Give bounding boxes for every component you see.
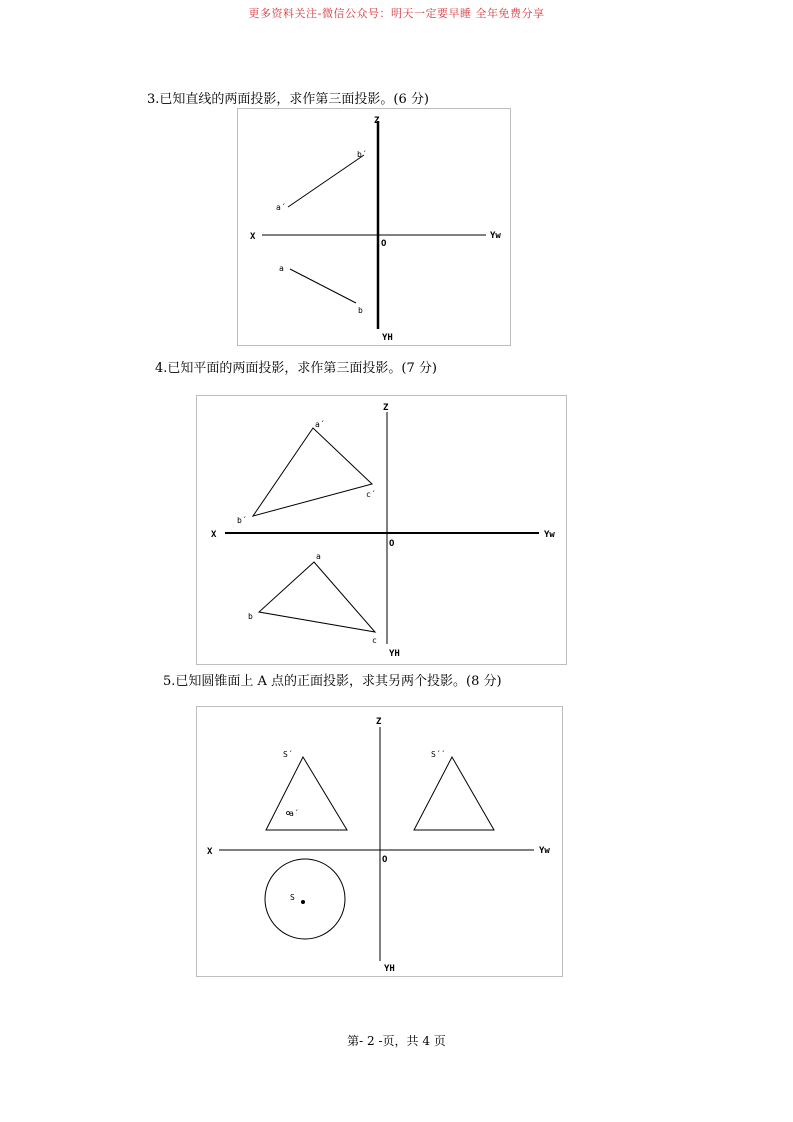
line-projection-drawing <box>238 109 510 345</box>
axis-label-yw: Yw <box>539 846 550 856</box>
axis-label-x: X <box>250 232 256 242</box>
point-label-b-top: b <box>358 306 363 315</box>
axis-label-z: Z <box>383 403 389 413</box>
point-label-c-top: c <box>372 636 377 645</box>
point-label-a-top: a <box>279 264 284 273</box>
cone-projection-drawing <box>197 707 562 976</box>
origin-label: O <box>382 855 388 865</box>
point-label-s-front: S´ <box>283 750 293 759</box>
line-front-projection <box>288 155 364 207</box>
axis-label-yw: Yw <box>544 530 555 540</box>
figure-line-projection <box>237 108 511 346</box>
point-label-a-front: a´ <box>289 809 299 818</box>
figure-cone-projection <box>196 706 563 977</box>
point-label-a-front: a´ <box>276 203 286 212</box>
axis-label-yh: YH <box>389 649 400 659</box>
triangle-top-projection <box>259 562 375 632</box>
cone-top-projection <box>265 859 345 939</box>
point-label-c-front: c´ <box>366 490 376 499</box>
point-label-s-top: S <box>290 893 295 902</box>
point-label-a-front: a´ <box>315 420 325 429</box>
triangle-front-projection <box>253 428 372 516</box>
page-footer: 第- 2 -页，共 4 页 <box>347 1034 446 1048</box>
axis-label-yh: YH <box>382 333 393 343</box>
point-label-b-top: b <box>248 612 253 621</box>
cone-front-projection <box>266 757 347 830</box>
origin-label: O <box>381 239 387 249</box>
question-3: 3.已知直线的两面投影，求作第三面投影。(6 分) <box>147 92 429 107</box>
axis-label-yw: Yw <box>490 231 501 241</box>
plane-projection-drawing <box>197 396 566 664</box>
point-label-s-side: S´´ <box>431 750 446 759</box>
point-label-b-front: b´ <box>237 516 247 525</box>
point-label-a-top: a <box>316 552 321 561</box>
axis-label-yh: YH <box>384 964 395 974</box>
point-label-b-front: b´ <box>357 150 367 159</box>
axis-label-x: X <box>207 847 213 857</box>
line-top-projection <box>290 269 356 303</box>
figure-plane-projection <box>196 395 567 665</box>
axis-label-x: X <box>211 530 217 540</box>
apex-point-top <box>301 900 305 904</box>
axis-label-z: Z <box>376 717 382 727</box>
question-5: 5.已知圆锥面上 A 点的正面投影，求其另两个投影。(8 分) <box>163 674 502 689</box>
cone-side-projection <box>414 757 494 830</box>
origin-label: O <box>389 539 395 549</box>
header-banner: 更多资料关注-微信公众号：明天一定要早睡 全年免费分享 <box>248 7 545 20</box>
axis-label-z: Z <box>374 116 380 126</box>
question-4: 4.已知平面的两面投影，求作第三面投影。(7 分) <box>155 361 437 376</box>
